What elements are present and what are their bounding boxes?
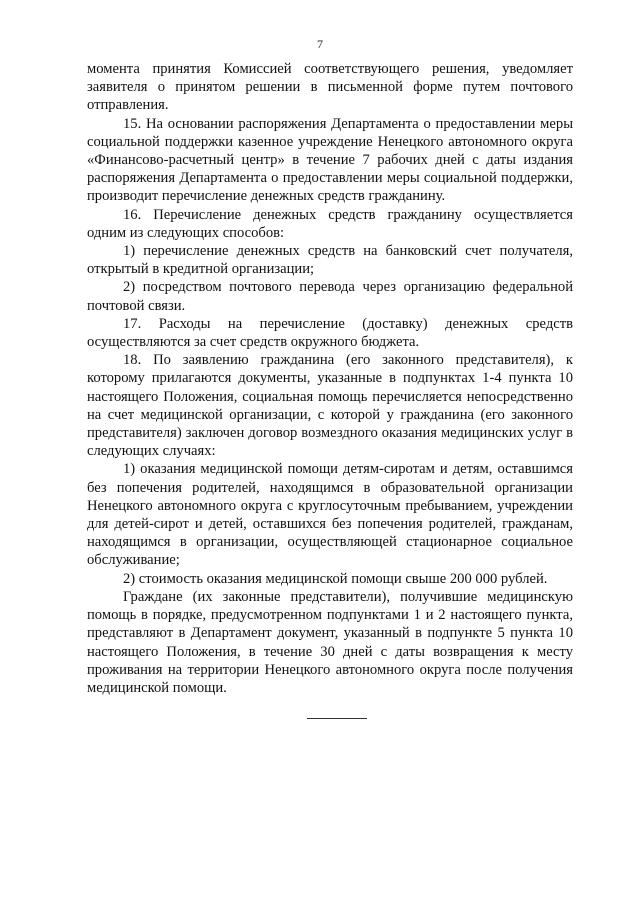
document-body: [87, 60, 573, 697]
list-item: 2) стоимость оказания медицинской помощи свыше 200 000 рублей.: [123, 570, 548, 587]
paragraph-18: 18. По заявлению гражданина (его законного представителя), к которому прилагаются документы, указанные в подпунктах 1-4 пункта 10 настоящего Положения, социальная помощь перечисляется непосредственно на счет медицинской организации, с которой у гражданина (его законного представителя) заключен договор возмездного оказания медицинских услуг в следующих случаях:: [87, 352, 573, 460]
list-item: 1) перечисление денежных средств на банковский счет получателя, открытый в кредитной организации;: [87, 243, 573, 278]
list-item: 2) посредством почтового перевода через организацию федеральной почтовой связи.: [87, 279, 573, 314]
paragraph: Граждане (их законные представители), получившие медицинскую помощь в порядке, предусмотренном подпунктами 1 и 2 настоящего пункта, представляют в Департамент документ, указанный в подпункте 5 пункта 10 настоящего Положения, в течение 30 дней с даты возвращения к месту проживания на территории Ненецкого автономного округа после получения медицинской помощи.: [87, 588, 573, 696]
end-divider: [307, 718, 367, 719]
list-item: 1) оказания медицинской помощи детям-сиротам и детям, оставшимся без попечения родителей, находящимся в образовательной организации Ненецкого автономного округа с круглосуточным пребыванием, учреждении для детей-сирот и детей, оставшихся без попечения родителей, гражданам, находящимся в организации, осуществляющей стационарное социальное обслуживание;: [87, 461, 573, 569]
paragraph: момента принятия Комиссией соответствующего решения, уведомляет заявителя о принятом решении в письменной форме путем почтового отправления.: [87, 61, 573, 114]
paragraph-15: 15. На основании распоряжения Департамента о предоставлении меры социальной поддержки казенное учреждение Ненецкого автономного округа «Финансово-расчетный центр» в течение 7 рабочих дней с даты издания распоряжения Департамента о предоставлении меры социальной поддержки, производит перечисление денежных средств гражданину.: [87, 115, 573, 205]
page-number: 7: [317, 37, 323, 51]
paragraph-16: 16. Перечисление денежных средств гражданину осуществляется одним из следующих способов:: [87, 206, 573, 241]
paragraph-17: 17. Расходы на перечисление (доставку) денежных средств осуществляются за счет средств окружного бюджета.: [87, 315, 573, 351]
